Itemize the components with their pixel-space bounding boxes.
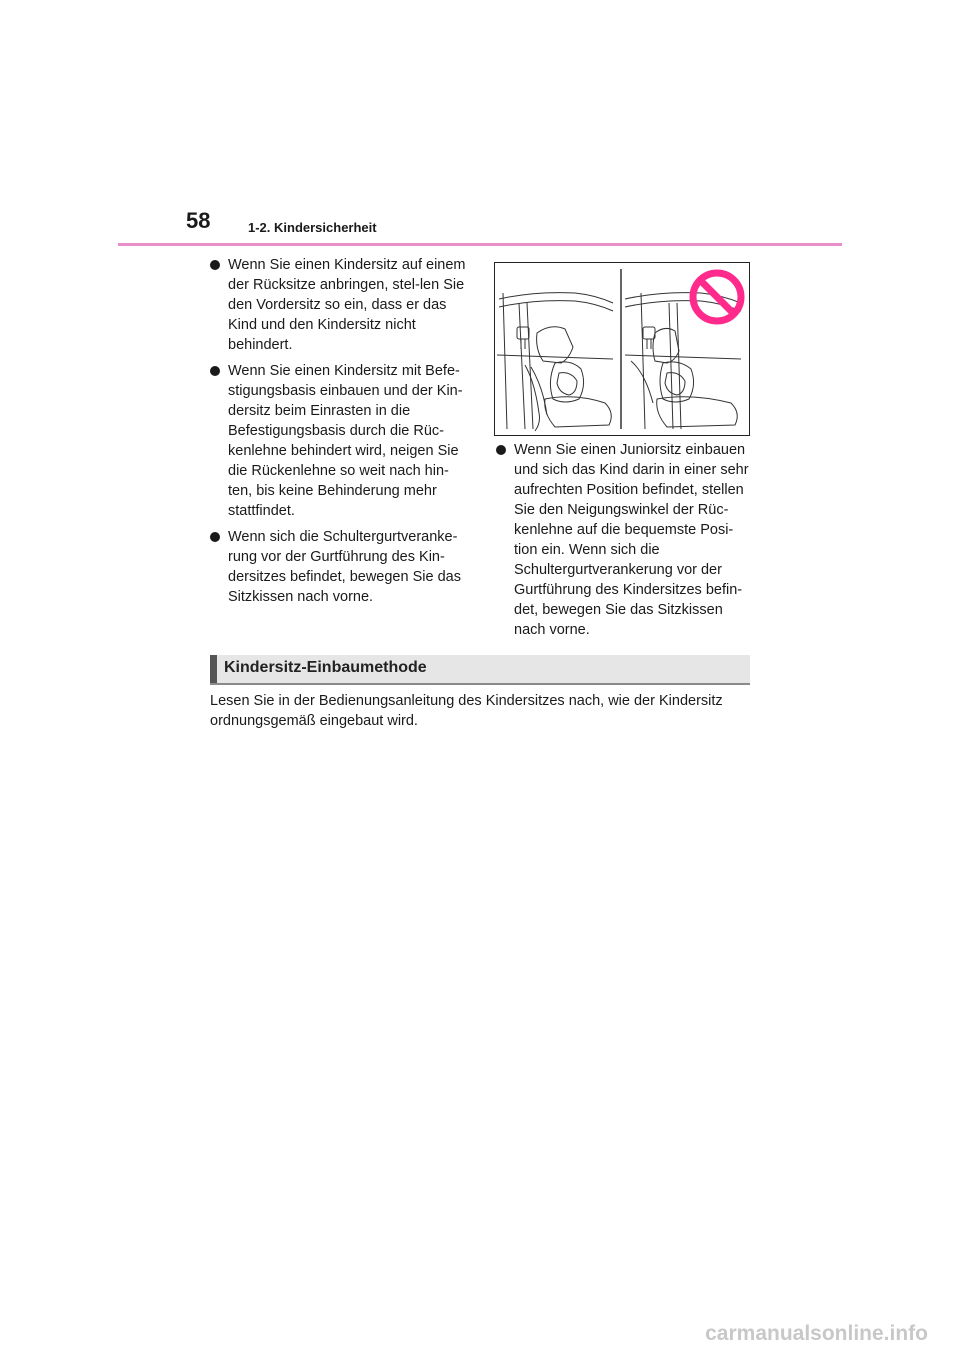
bullet-text: Wenn Sie einen Juniorsitz einbauen und sich das Kind darin in einer sehr aufrechten Position befindet, stellen Sie den Neigungswinkel der Rüc-kenlehne auf die bequemste Posi-tion ein. Wenn sich die Schultergurtverankerung vor der Gurtführung des Kindersitzes befin-det, bewegen Sie das Sitzkissen nach vorne. bbox=[514, 442, 749, 638]
bullet-item bbox=[496, 440, 751, 640]
child-seat-illustration bbox=[494, 262, 750, 436]
bullet-item bbox=[210, 527, 472, 607]
header-rule bbox=[118, 243, 842, 246]
bullet-item bbox=[210, 255, 472, 355]
section-label: 1-2. Kindersicherheit bbox=[248, 220, 377, 235]
page-number: 58 bbox=[186, 208, 211, 233]
bullet-text: Wenn Sie einen Kindersitz mit Befe-stigungsbasis einbauen und der Kin-dersitz beim Einrasten in die Befestigungsbasis durch die Rüc-kenlehne behindert wird, neigen Sie die Rückenlehne so weit nach hin-ten, bis keine Behinderung mehr stattfindet. bbox=[228, 363, 463, 519]
section-heading: Kindersitz-Einbaumethode bbox=[224, 659, 427, 676]
body-paragraph: Lesen Sie in der Bedienungsanleitung des Kindersitzes nach, wie der Kindersitz ordnungsgemäß eingebaut wird. bbox=[210, 693, 723, 729]
bullet-icon bbox=[210, 260, 220, 270]
bullet-text: Wenn Sie einen Kindersitz auf einem der Rücksitze anbringen, stel-len Sie den Vordersitz so ein, dass er das Kind und den Kindersitz nicht behindert. bbox=[228, 257, 466, 353]
heading-accent bbox=[210, 655, 217, 683]
bullet-item bbox=[210, 361, 472, 521]
prohibited-icon bbox=[689, 269, 745, 325]
bullet-icon bbox=[210, 532, 220, 542]
left-column bbox=[210, 255, 472, 613]
bullet-icon bbox=[496, 445, 506, 455]
footer-watermark: carmanualsonline.info bbox=[705, 1322, 928, 1345]
section-heading-bar bbox=[210, 655, 750, 685]
right-column bbox=[496, 440, 751, 646]
bullet-icon bbox=[210, 366, 220, 376]
bullet-text: Wenn sich die Schultergurtveranke-rung vor der Gurtführung des Kin-dersitzes befindet, bewegen Sie das Sitzkissen nach vorne. bbox=[228, 529, 461, 605]
